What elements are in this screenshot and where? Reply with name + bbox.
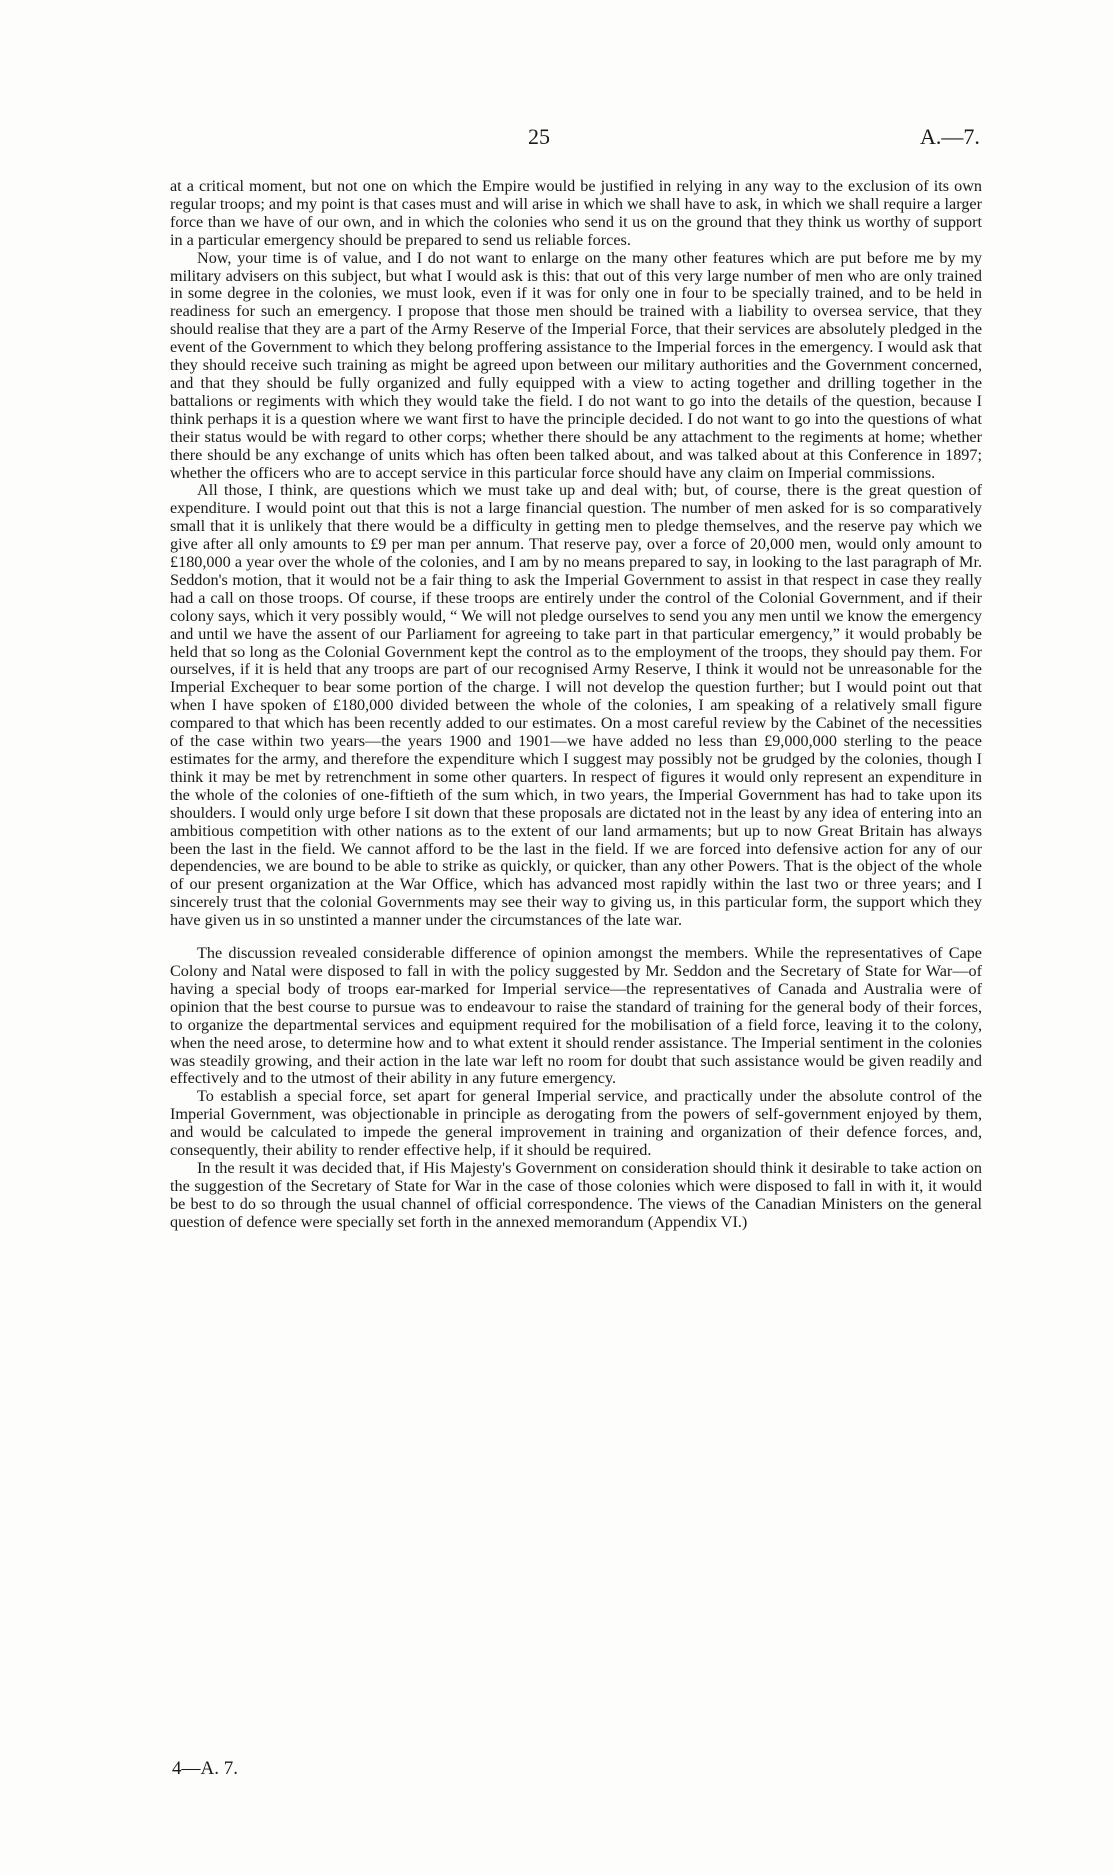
paragraph-gap <box>170 930 982 945</box>
speech-paragraph: All those, I think, are questions which we must take up and deal with; but, of course, there is the great question of expenditure. I would point out that this is not a large financial question. The number of men asked for is so comparatively small that it is unlikely that there would be a difficulty in getting men to pledge themselves, and the reserve pay which we give after all only amounts to £9 per man per annum. That reserve pay, over a force of 20,000 men, would only amount to £180,000 a year over the whole of the colonies, and I am by no means prepared to say, in looking to the last paragraph of Mr. Seddon's motion, that it would not be a fair thing to ask the Imperial Government to assist in that respect in case they really had a call on those troops. Of course, if these troops are entirely under the control of the Colonial Government, and if their colony says, which it very possibly would, “ We will not pledge ourselves to send you any men until we know the emergency and until we have the assent of our Parliament for agreeing to take part in that particular emergency,” it would probably be held that so long as the Colonial Government kept the control as to the employment of the troops, they should pay them. For ourselves, if it is held that any troops are part of our recognised Army Reserve, I think it would not be unreasonable for the Imperial Exchequer to bear some portion of the charge. I will not develop the question further; but I would point out that when I have spoken of £180,000 divided between the whole of the colonies, I am speaking of a relatively small figure compared to that which has been recently added to our estimates. On a most careful review by the Cabinet of the necessities of the case within two years—the years 1900 and 1901—we have added no less than £9,000,000 sterling to the peace estimates for the army, and therefore the expenditure which I suggest may possibly not be grudged by the colonies, though I think it may be met by retrenchment in some other quarters. In respect of figures it would only represent an expenditure in the whole of the colonies of one-fiftieth of the sum which, in two years, the Imperial Government has had to take upon its shoulders. I would only urge before I sit down that these proposals are dictated not in the least by any idea of entering into an ambitious competition with other nations as to the extent of our land armaments; but up to now Great Britain has always been the last in the field. We cannot afford to be the last in the field. If we are forced into defensive action for any of our dependencies, we are bound to be able to strike as quickly, or quicker, than any other Powers. That is the object of the whole of our present organization at the War Office, which has advanced most rapidly within the last two or three years; and I sincerely trust that the colonial Governments may see their way to giving us, in this particular form, the support which they have given us in so unstinted a manner under the circumstances of the late war. <box>170 481 982 930</box>
page-number: 25 <box>528 124 550 149</box>
printer-signature-mark: 4—A. 7. <box>172 1758 238 1779</box>
page-header <box>0 124 1114 154</box>
document-reference: A.—7. <box>920 124 980 149</box>
report-paragraph: The discussion revealed considerable difference of opinion amongst the members. While the representatives of Cape Colony and Natal were disposed to fall in with the policy suggested by Mr. Seddon and the Secretary of State for War—of having a special body of troops ear-marked for Imperial service—the representatives of Canada and Australia were of opinion that the best course to pursue was to endeavour to raise the standard of training for the general body of their forces, to organize the departmental services and equipment required for the mobilisation of a field force, leaving it to the colony, when the need arose, to determine how and to what extent it should render assistance. The Imperial sentiment in the colonies was steadily growing, and their action in the late war left no room for doubt that such assistance would be given readily and effectively and to the utmost of their ability in any future emergency. <box>170 944 982 1088</box>
speech-paragraph: Now, your time is of value, and I do not want to enlarge on the many other features which are put before me by my military advisers on this subject, but what I would ask is this: that out of this very large number of men who are only trained in some degree in the colonies, we must look, even if it was for only one in four to be specially trained, and to be held in readiness for such an emergency. I propose that those men should be trained with a liability to oversea service, that they should realise that they are a part of the Army Reserve of the Imperial Force, that their services are absolutely pledged in the event of the Government to which they belong proffering assistance to the Imperial forces in the emergency. I would ask that they should receive such training as might be agreed upon between our military authorities and the Government concerned, and that they should be fully organized and fully equipped with a view to acting together and drilling together in the battalions or regiments with which they would take the field. I do not want to go into the details of the question, because I think perhaps it is a question where we want first to have the principle decided. I do not want to go into the questions of what their status would be with regard to other corps; whether there should be any attachment to the regiments at home; whether there should be any exchange of units which has often been talked about, and was talked about at this Conference in 1897; whether the officers who are to accept service in this particular force should have any claim on Imperial commissions. <box>170 248 982 482</box>
report-paragraph: In the result it was decided that, if His Majesty's Government on consideration should think it desirable to take action on the suggestion of the Secretary of State for War in the case of those colonies which were disposed to fall in with it, it would be best to do so through the usual channel of official correspondence. The views of the Canadian Ministers on the general question of defence were specially set forth in the annexed memorandum (Appendix VI.) <box>170 1158 982 1231</box>
document-body <box>170 178 982 1232</box>
speech-paragraph: at a critical moment, but not one on which the Empire would be justified in relying in any way to the exclusion of its own regular troops; and my point is that cases must and will arise in which we shall have to ask, in which we shall require a larger force than we have of our own, and in which the colonies who send it us on the ground that they think us worthy of support in a particular emergency should be prepared to send us reliable forces. <box>170 177 982 249</box>
report-paragraph: To establish a special force, set apart for general Imperial service, and practically under the absolute control of the Imperial Government, was objectionable in principle as derogating from the powers of self-government enjoyed by them, and would be calculated to impede the general improvement in training and organization of their defence forces, and, consequently, their ability to render effective help, if it should be required. <box>170 1087 982 1160</box>
